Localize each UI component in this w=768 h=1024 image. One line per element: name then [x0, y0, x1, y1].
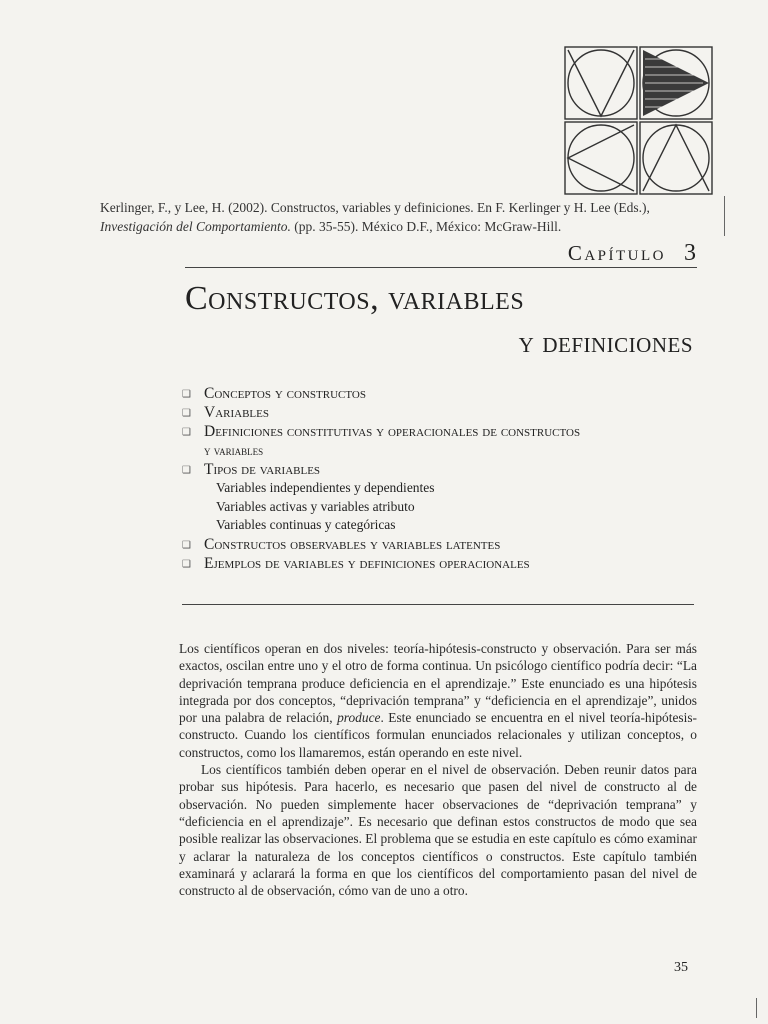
chapter-title-line-1: Constructos, variables: [185, 280, 525, 317]
contents-rule: [182, 604, 694, 605]
chapter-rule: [185, 267, 697, 268]
body-text: [179, 640, 697, 899]
toc-subitem: Variables independientes y dependientes: [216, 480, 435, 495]
checkbox-icon: ❑: [182, 389, 191, 400]
citation-line-1: Kerlinger, F., y Lee, H. (2002). Constructos, variables y definiciones. En F. Kerlinger y H. Lee (Eds.),: [100, 200, 650, 215]
paragraph-1: [179, 640, 697, 761]
chapter-label: [568, 240, 696, 267]
toc-item-label: Conceptos y constructos: [204, 385, 366, 402]
citation-line-2: [100, 217, 728, 236]
checkbox-icon: ❑: [182, 465, 191, 476]
paragraph-1-emphasis: produce: [337, 710, 381, 726]
toc-item-continuation: y variables: [204, 443, 264, 458]
toc-item-label: Ejemplos de variables y definiciones operacionales: [204, 554, 530, 572]
chapter-label-text: Capítulo: [567, 241, 666, 265]
toc-item-label: Variables: [204, 404, 269, 421]
paragraph-1-part-2: . Este enunciado se encuentra en el nivel teoría-hipótesis-constructo. Cuando los científicos formulan enunciados relacionales y utilizan conceptos, o constructos, como los llamaremos, están operando en este nivel.: [179, 710, 697, 760]
checkbox-icon: ❑: [182, 558, 191, 570]
citation-publication: (pp. 35-55). México D.F., México: McGraw-Hill.: [290, 219, 562, 234]
paragraph-1-part-1: Los científicos operan en dos niveles: teoría-hipótesis-constructo y observación. Para ser más exactos, oscilan entre uno y el otro de forma continua. Un psicólogo científico podría decir: “La deprivación temprana produce deficiencia en el aprendizaje.” Este enunciado es una hipótesis integrada por dos conceptos, “deprivación temprana” y “deficiencia en el aprendizaje”, unidos por una palabra de relación,: [179, 641, 697, 726]
toc-item-label: Tipos de variables: [204, 461, 321, 478]
margin-mark: [724, 196, 725, 236]
toc-item: [182, 535, 702, 554]
toc-item: [182, 554, 702, 573]
chapter-number: 3: [684, 240, 696, 266]
chapter-contents: [182, 384, 702, 573]
toc-item: [182, 384, 702, 403]
toc-item: [182, 403, 702, 422]
checkbox-icon: ❑: [182, 427, 191, 438]
toc-item-label: Constructos observables y variables latentes: [204, 535, 501, 553]
toc-subitem: Variables continuas y categóricas: [216, 517, 396, 532]
margin-mark: [756, 998, 757, 1018]
toc-item: [182, 422, 702, 441]
page-number: 35: [674, 960, 688, 975]
toc-item: [182, 460, 702, 479]
chapter-logo: [563, 45, 714, 196]
checkbox-icon: ❑: [182, 408, 191, 419]
citation-book-title: Investigación del Comportamiento.: [100, 219, 291, 234]
chapter-title-line-2: y definiciones: [518, 326, 693, 359]
toc-subitem: Variables activas y variables atributo: [216, 498, 415, 514]
toc-item-label: Definiciones constitutivas y operacionales de constructos: [204, 423, 581, 440]
paragraph-2: Los científicos también deben operar en el nivel de observación. Deben reunir datos para probar sus hipótesis. Para hacerlo, es necesario que pasen del nivel de constructo al de observación. No pueden simplemente hacer observaciones de “deprivación temprana” y “deficiencia en el aprendizaje”. Es necesario que definan estos constructos de modo que sea posible realizar las observaciones. El problema que se estudia en este capítulo es cómo examinar y aclarar la naturaleza de los conceptos científicos o constructos. Este capítulo también examinará y aclarará la forma en que los científicos del comportamiento pasan del nivel de constructo al de observación, cómo van de uno a otro.: [179, 762, 697, 899]
citation: [100, 198, 728, 236]
checkbox-icon: ❑: [182, 539, 191, 551]
